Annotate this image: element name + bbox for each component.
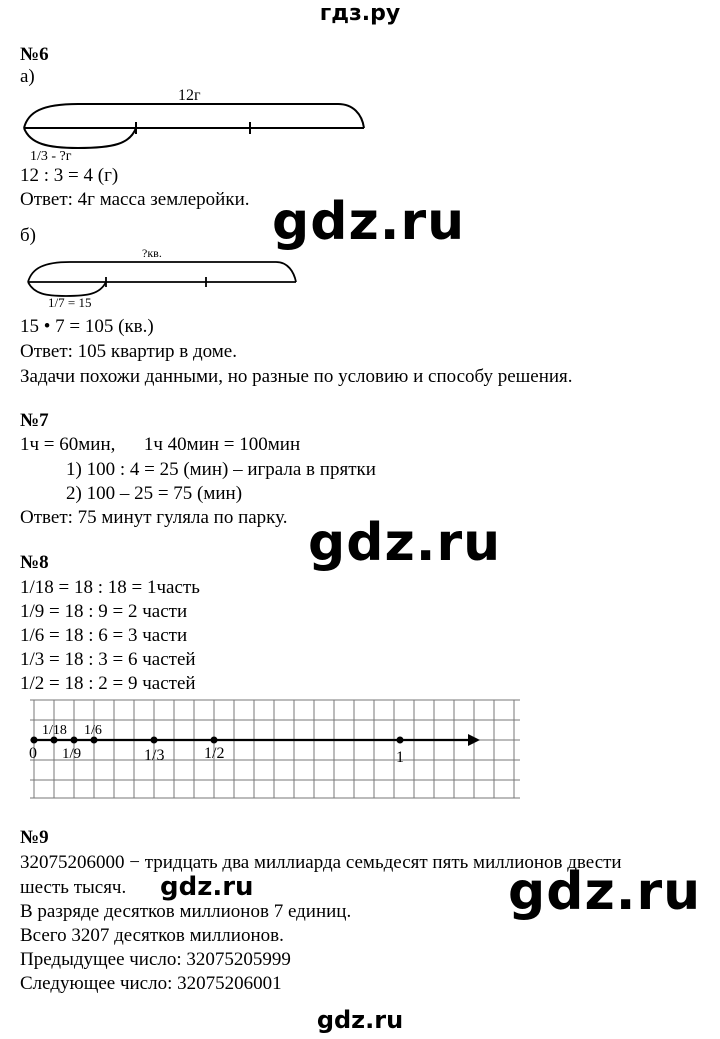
task6b-diagram xyxy=(20,244,310,310)
label-1-2: 1/2 xyxy=(204,745,225,762)
task8-line: 1/2 = 18 : 2 = 9 частей xyxy=(20,673,196,694)
task7-step1: 1) 100 : 4 = 25 (мин) – играла в прятки xyxy=(66,459,376,480)
task6-note: Задачи похожи данными, но разные по условию и способу решения. xyxy=(20,366,573,387)
task6b-part-brace xyxy=(28,282,106,296)
task7-line1: 1ч = 60мин, 1ч 40мин = 100мин xyxy=(20,434,301,455)
watermark: gdz.ru xyxy=(160,872,254,902)
point-1 xyxy=(397,737,404,744)
label-0: 0 xyxy=(29,745,37,762)
task7-answer: Ответ: 75 минут гуляла по парку. xyxy=(20,507,288,528)
task7-step2: 2) 100 – 25 = 75 (мин) xyxy=(66,483,243,504)
task9-line5: Предыдущее число: 32075205999 xyxy=(20,949,291,970)
task6b-total-brace xyxy=(28,262,296,282)
task6a-calc: 12 : 3 = 4 (г) xyxy=(20,165,119,186)
label-1-6: 1/6 xyxy=(84,723,102,738)
page-footer-site: gdz.ru xyxy=(316,1006,404,1034)
task6a-total-brace xyxy=(24,104,364,128)
watermark: gdz.ru xyxy=(308,513,502,573)
grid xyxy=(30,700,520,798)
point-1-2 xyxy=(211,737,218,744)
task6a-diagram xyxy=(18,84,378,162)
task6b-answer: Ответ: 105 квартир в доме. xyxy=(20,341,237,362)
task6b-calc: 15 • 7 = 105 (кв.) xyxy=(20,316,154,337)
task6a-part-brace xyxy=(24,128,136,148)
task6b-total-label: ?кв. xyxy=(142,246,162,260)
task8-line: 1/9 = 18 : 9 = 2 части xyxy=(20,601,188,622)
task8-line: 1/3 = 18 : 3 = 6 частей xyxy=(20,649,196,670)
task6b-label: б) xyxy=(20,225,36,246)
task6a-answer: Ответ: 4г масса землеройки. xyxy=(20,189,250,210)
label-1-9: 1/9 xyxy=(62,746,82,762)
task6a-part-label: 1/3 - ?г xyxy=(30,149,72,162)
task9-number: №9 xyxy=(20,827,49,848)
page-header-site: гдз.ру xyxy=(319,1,401,26)
task8-number-line xyxy=(0,696,540,802)
watermark: gdz.ru xyxy=(272,192,466,252)
task9-line1: 32075206000 − тридцать два миллиарда семьдесят пять миллионов двести xyxy=(20,852,622,873)
watermark: gdz.ru xyxy=(508,862,702,922)
task7-number: №7 xyxy=(20,410,49,431)
task8-line: 1/6 = 18 : 6 = 3 части xyxy=(20,625,188,646)
point-0 xyxy=(31,737,38,744)
point-1-9 xyxy=(71,737,78,744)
task8-line: 1/18 = 18 : 18 = 1часть xyxy=(20,577,200,598)
task6b-part-label: 1/7 = 15 xyxy=(48,295,92,310)
task9-line4: Всего 3207 десятков миллионов. xyxy=(20,925,284,946)
task9-line6: Следующее число: 32075206001 xyxy=(20,973,282,994)
task6a-total-label: 12г xyxy=(178,87,201,104)
label-1: 1 xyxy=(396,749,404,766)
task9-line2: шесть тысяч. xyxy=(20,877,127,898)
label-1-18: 1/18 xyxy=(42,723,67,738)
point-1-3 xyxy=(151,737,158,744)
label-1-3: 1/3 xyxy=(144,747,165,764)
task9-line3: В разряде десятков миллионов 7 единиц. xyxy=(20,901,352,922)
task6a-label: а) xyxy=(20,66,35,87)
task8-number: №8 xyxy=(20,552,49,573)
task6-number: №6 xyxy=(20,44,49,65)
